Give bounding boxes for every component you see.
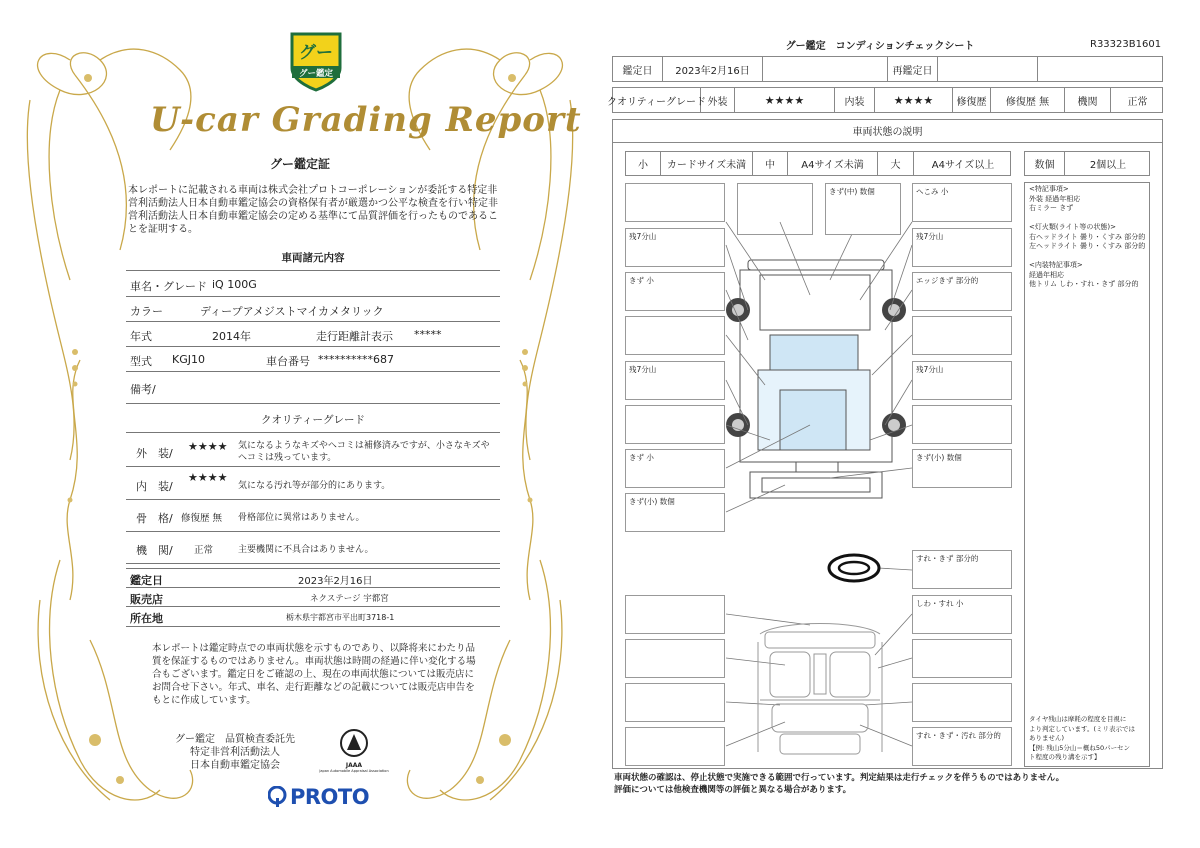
note-left-2: 残7分山	[629, 232, 657, 241]
date-value: 2023年2月16日	[298, 576, 373, 587]
date-label: 鑑定日	[130, 574, 163, 587]
legend-count-desc: 2個以上	[1089, 160, 1127, 171]
remark-line: 右ヘッドライト 曇り・くすみ 部分的	[1029, 232, 1146, 241]
note-box-top-2	[825, 183, 901, 235]
year-value: 2014年	[212, 330, 251, 343]
condition-heading: 車両状態の説明	[612, 119, 1163, 143]
name-value: iQ 100G	[212, 278, 257, 291]
note-box-int-right-3	[912, 683, 1012, 722]
engine-value: 正常	[1127, 96, 1148, 108]
note-top-2: きず(中) 数個	[829, 187, 875, 196]
engine-value: 正常	[194, 545, 214, 556]
note-left-8: きず(小) 数個	[629, 497, 675, 506]
note-box-right-2	[912, 228, 1012, 267]
note-box-left-2	[625, 228, 725, 267]
frame-label: 骨 格/	[136, 512, 173, 525]
remark-line: <内装特記事項>	[1029, 261, 1083, 269]
info-row-shop	[126, 588, 500, 607]
jaaa-emblem-icon	[339, 728, 369, 758]
steering-wheel-icon	[826, 552, 882, 584]
grade-row-interior	[126, 467, 500, 500]
note-box-left-6	[625, 405, 725, 444]
legend-medium-desc: A4サイズ未満	[788, 152, 878, 175]
sheet-footer-1: 車両状態の確認は、停止状態で実施できる範囲で行っています。判定結果は走行チェックを伴うものではありません。	[614, 773, 1065, 783]
tire-remark	[1029, 715, 1135, 763]
tire-note-line: より判定しています。(ミリ表示では	[1029, 724, 1136, 733]
svg-text:グー: グー	[299, 43, 333, 63]
note-box-int-right-2	[912, 639, 1012, 678]
engine-comment: 主要機関に不具合はありません。	[238, 545, 374, 555]
grade-row-frame	[126, 500, 500, 532]
remarks-panel	[1024, 182, 1150, 767]
remark-line: 外装 経過年相応	[1029, 194, 1081, 203]
quality-heading: クオリティーグレード	[261, 414, 365, 426]
address-label: 所在地	[130, 612, 163, 625]
legend-small: 小	[626, 152, 661, 175]
remark-line: <灯火類(ライト等の状態)>	[1029, 223, 1116, 231]
shop-value: ネクステージ 宇都宮	[310, 594, 389, 604]
note-box-right-7	[912, 449, 1012, 488]
remark-line: <特記事項>	[1029, 185, 1069, 193]
note-box-left-5	[625, 361, 725, 400]
note-right-2: 残7分山	[916, 232, 944, 241]
interior-stars: ★★★★	[188, 471, 228, 484]
legend-medium: 中	[753, 152, 788, 175]
note-box-int-right-1	[912, 595, 1012, 634]
legend-small-desc: カードサイズ未満	[661, 152, 753, 175]
grade-row-exterior	[126, 434, 500, 467]
info-row-date	[126, 568, 500, 588]
mileage-value: *****	[414, 328, 442, 341]
note-left-7: きず 小	[629, 453, 654, 462]
interior-stars: ★★★★	[875, 88, 953, 112]
badge-shield-icon	[288, 30, 344, 92]
footer-line-1: グー鑑定 品質検査委託先	[175, 734, 295, 745]
info-row-address	[126, 607, 500, 627]
badge-label: グー鑑定	[298, 69, 333, 79]
note-box-int-left-3	[625, 683, 725, 722]
proto-logo-text: PROTO	[290, 785, 370, 809]
note-box-int-left-1	[625, 595, 725, 634]
tire-note-line: 【例: 残山5分山＝概ね50パーセン	[1029, 743, 1131, 752]
note-box-left-3	[625, 272, 725, 311]
legend-large-desc: A4サイズ以上	[931, 160, 995, 171]
spec-row-model	[126, 347, 500, 372]
interior-comment: 気になる汚れ等が部分的にあります。	[238, 481, 391, 491]
color-value: ディープアメジストマイカメタリック	[200, 305, 384, 318]
chassis-value: **********687	[318, 353, 394, 366]
note-int-right-1: しわ・すれ 小	[916, 599, 964, 608]
shop-label: 販売店	[130, 593, 163, 606]
car-interior-diagram	[750, 612, 890, 762]
note-box-left-4	[625, 316, 725, 355]
footer-line-2: 特定非営利活動法人	[190, 747, 280, 758]
frame-comment: 骨格部位に異常はありません。	[238, 513, 365, 523]
grade-row-engine	[126, 532, 500, 564]
remark-line: 左ヘッドライト 曇り・くすみ 部分的	[1029, 242, 1146, 250]
tire-note-line: ト程度の残り溝を示す】	[1029, 753, 1101, 761]
condition-check-sheet	[600, 0, 1200, 848]
goo-kantei-badge	[288, 30, 344, 92]
note-box-left-7	[625, 449, 725, 488]
date-label: 鑑定日	[613, 57, 663, 81]
note-left-3: きず 小	[629, 276, 654, 285]
note-box-right-5	[912, 361, 1012, 400]
spec-row-year	[126, 322, 500, 347]
exterior-label: 外 装/	[136, 447, 173, 460]
remark-line	[1029, 214, 1145, 224]
exterior-stars: ★★★★	[188, 440, 228, 453]
jaaa-logo	[318, 728, 390, 773]
note-box-left-8	[625, 493, 725, 532]
footer-line-3: 日本自動車鑑定協会	[190, 760, 280, 771]
legend-count: 数個	[1025, 152, 1065, 175]
note-box-right-6	[912, 405, 1012, 444]
reinspect-label: 再鑑定日	[888, 57, 938, 81]
address-value: 栃木県宇都宮市平出町3718-1	[286, 613, 395, 622]
jaaa-text: JAAA	[345, 762, 363, 769]
note-right-7: きず(小) 数個	[916, 453, 962, 462]
remarks-label: 備考/	[130, 383, 156, 396]
exterior-label: 外装	[701, 88, 735, 112]
tire-note-line: ありません)	[1029, 734, 1065, 742]
note-int-right-5: すれ・きず・汚れ 部分的	[916, 731, 1001, 740]
year-label: 年式	[130, 330, 152, 343]
spec-row-color	[126, 297, 500, 322]
sheet-footer-2: 評価については他検査機関等の評価と異なる場合があります。	[614, 785, 852, 795]
disclaimer: 本レポートは鑑定時点での車両状態を示すものであり、以降将来にわたり品質を保証するものではありません。車両状態は時間の経過に伴い変化する場合もございます。鑑定日をご確認の上、現在の車両状態については販売店にお問合せ下さい。年式、車名、走行距離などの記載については販売店申告をもとに作成しています。	[152, 643, 476, 706]
mileage-label: 走行距離計表示	[316, 330, 393, 343]
certificate-subtitle: グー鑑定証	[269, 157, 330, 171]
quality-label: クオリティーグレード	[613, 88, 701, 112]
color-label: カラー	[130, 305, 163, 318]
chassis-label: 車台番号	[266, 355, 310, 368]
spec-heading: 車両諸元内容	[281, 252, 345, 264]
divider	[126, 432, 500, 433]
remark-line: 経過年相応	[1029, 270, 1064, 279]
note-right-3: エッジきず 部分的	[916, 276, 979, 285]
spec-row-name	[126, 272, 500, 297]
exterior-stars: ★★★★	[735, 88, 835, 112]
remark-line: 他トリム しわ・すれ・きず 部分的	[1029, 280, 1139, 288]
proto-logo	[268, 784, 369, 810]
divider	[126, 270, 500, 271]
note-top-3: へこみ 小	[916, 187, 949, 196]
script-title: U-car Grading Report	[150, 100, 582, 140]
note-box-int-left-2	[625, 639, 725, 678]
note-box-left-1	[625, 183, 725, 222]
tire-note-line: タイヤ残山は摩耗の程度を目視に	[1029, 715, 1127, 723]
remark-line: 右ミラー きず	[1029, 204, 1074, 212]
note-right-5: 残7分山	[916, 365, 944, 374]
interior-label: 内 装/	[136, 480, 173, 493]
sheet-title: グー鑑定 コンディションチェックシート	[785, 41, 975, 52]
note-box-int-right-5	[912, 727, 1012, 766]
footer-org	[160, 733, 310, 772]
repair-value: 修復歴 無	[991, 88, 1065, 112]
spec-row-remarks	[126, 372, 500, 404]
report-id: R33323B1601	[1090, 39, 1162, 50]
legend-large: 大	[878, 152, 914, 175]
special-remarks	[1029, 185, 1145, 290]
note-box-right-4	[912, 316, 1012, 355]
certificate-intro: 本レポートに記載される車両は株式会社プロトコーポレーションが委託する特定非営利活動法人日本自動車鑑定協会の資格保有者が厳選かつ公平な検査を行い特定非営利活動法人日本自動車鑑定協会の定める基準にて品質評価を行ったものであることを証明する。	[128, 185, 498, 235]
note-steering: すれ・きず 部分的	[916, 554, 979, 563]
date-value: 2023年2月16日	[663, 57, 763, 81]
frame-value: 修復歴 無	[181, 513, 223, 524]
jaaa-subtext: Japan Automobile Appraisal Association	[319, 769, 389, 773]
exterior-comment: 気になるようなキズやヘコミは補修済みですが、小さなキズやヘコミは残っています。	[238, 441, 490, 463]
name-label: 車名・グレード	[130, 280, 207, 293]
interior-label: 内装	[835, 88, 875, 112]
note-box-right-3	[912, 272, 1012, 311]
note-box-top-3	[912, 183, 1012, 222]
engine-label: 機関	[1065, 88, 1111, 112]
note-left-5: 残7分山	[629, 365, 657, 374]
engine-label: 機 関/	[136, 544, 173, 557]
remark-line	[1029, 252, 1145, 262]
note-box-int-left-4	[625, 727, 725, 766]
model-label: 型式	[130, 355, 152, 368]
proto-mark-icon	[268, 786, 288, 808]
note-box-steering	[912, 550, 1012, 589]
note-box-top-1	[737, 183, 813, 235]
model-value: KGJ10	[172, 353, 205, 366]
repair-label: 修復歴	[953, 88, 991, 112]
